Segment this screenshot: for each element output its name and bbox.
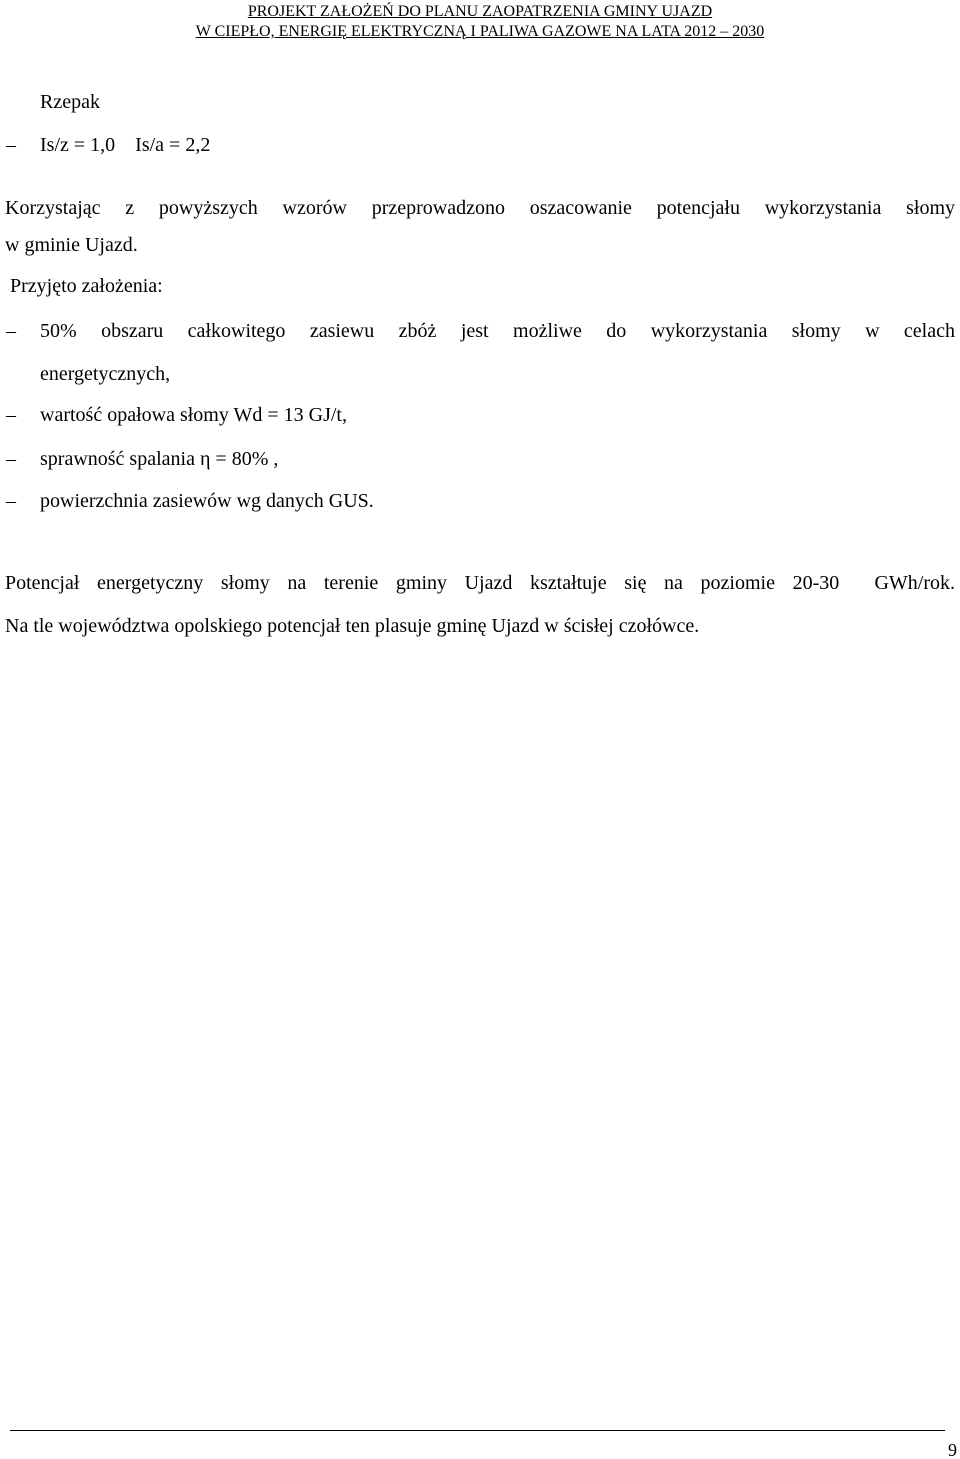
conclusion-line-1: Potencjał energetyczny słomy na terenie gminy Ujazd kształtuje się na poziomie 20-30 GWh/rok. <box>5 572 955 594</box>
header-line-2: W CIEPŁO, ENERGIĘ ELEKTRYCZNĄ I PALIWA GAZOWE NA LATA 2012 – 2030 <box>195 23 765 40</box>
assumption-3: sprawność spalania η = 80% , <box>40 448 279 470</box>
intro-line-2: w gminie Ujazd. <box>5 234 138 256</box>
assumption-1-line-1: 50% obszaru całkowitego zasiewu zbóż jest możliwe do wykorzystania słomy w celach <box>40 320 955 342</box>
assumptions-title: Przyjęto założenia: <box>10 275 163 297</box>
header-line-1: PROJEKT ZAŁOŻEŃ DO PLANU ZAOPATRZENIA GMINY UJAZD <box>247 3 713 20</box>
ratio-text: Is/z = 1,0 Is/a = 2,2 <box>40 134 211 156</box>
assumption-2: wartość opałowa słomy Wd = 13 GJ/t, <box>40 404 347 426</box>
bullet-dash: – <box>6 448 16 470</box>
page-number: 9 <box>948 1440 957 1459</box>
assumption-1-line-2: energetycznych, <box>40 363 171 385</box>
bullet-dash: – <box>6 134 16 156</box>
bullet-dash: – <box>6 320 16 342</box>
bullet-dash: – <box>6 490 16 512</box>
conclusion-line-2: Na tle województwa opolskiego potencjał ten plasuje gminę Ujazd w ścisłej czołówce. <box>5 615 700 637</box>
crop-name: Rzepak <box>40 91 100 113</box>
bullet-dash: – <box>6 404 16 426</box>
footer-divider <box>10 1430 945 1431</box>
intro-line-1: Korzystając z powyższych wzorów przeprowadzono oszacowanie potencjału wykorzystania słomy <box>5 197 955 219</box>
assumption-4: powierzchnia zasiewów wg danych GUS. <box>40 490 374 512</box>
